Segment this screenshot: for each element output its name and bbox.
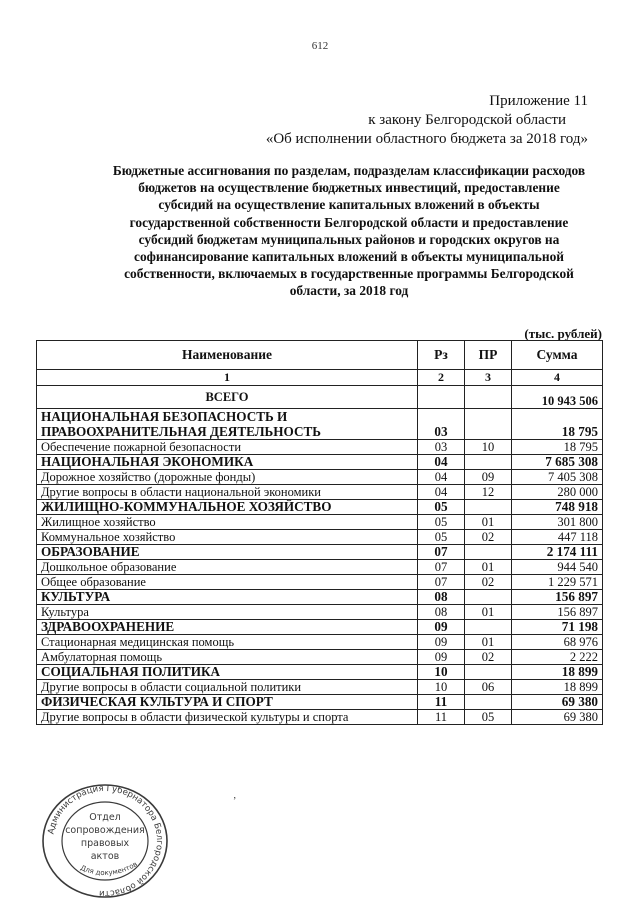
- cell-pr: 10: [465, 440, 512, 455]
- header-rz: Рз: [418, 341, 465, 370]
- cell-rz: 07: [418, 545, 465, 560]
- cell-name: Коммунальное хозяйство: [37, 530, 418, 545]
- cell-pr: [465, 545, 512, 560]
- cell-rz: 10: [418, 680, 465, 695]
- cell-name: Дошкольное образование: [37, 560, 418, 575]
- cell-name: Другие вопросы в области социальной политики: [37, 680, 418, 695]
- total-row: [37, 386, 603, 409]
- cell-name: Обеспечение пожарной безопасности: [37, 440, 418, 455]
- cell-name: КУЛЬТУРА: [37, 590, 418, 605]
- table-row: [37, 560, 603, 575]
- table-row: [37, 485, 603, 500]
- cell-rz: 10: [418, 665, 465, 680]
- page-number: 612: [311, 40, 329, 52]
- table-row: [37, 515, 603, 530]
- cell-name: Дорожное хозяйство (дорожные фонды): [37, 470, 418, 485]
- cell-rz: 05: [418, 515, 465, 530]
- cell-pr: 12: [465, 485, 512, 500]
- cell-name: СОЦИАЛЬНАЯ ПОЛИТИКА: [37, 665, 418, 680]
- table-row: [37, 680, 603, 695]
- cell-sum: 2 222: [512, 650, 603, 665]
- stamp-center-line: актов: [90, 851, 120, 862]
- cell-pr: 02: [465, 650, 512, 665]
- appendix-block: [266, 92, 588, 149]
- cell-pr: 02: [465, 530, 512, 545]
- cell-rz: 03: [418, 409, 465, 440]
- cell-sum: 69 380: [512, 710, 603, 725]
- column-number: 4: [512, 370, 603, 386]
- cell-pr: 01: [465, 560, 512, 575]
- table-row: [37, 605, 603, 620]
- cell-sum: 69 380: [512, 695, 603, 710]
- header-sum: Сумма: [512, 341, 603, 370]
- cell-name: Культура: [37, 605, 418, 620]
- budget-table: [36, 340, 603, 725]
- cell-name: НАЦИОНАЛЬНАЯ ЭКОНОМИКА: [37, 455, 418, 470]
- header-name: Наименование: [37, 341, 418, 370]
- title-line: собственности, включаемых в государственные программы Белгородской: [124, 266, 574, 282]
- column-number: 1: [37, 370, 418, 386]
- cell-rz: 09: [418, 650, 465, 665]
- cell-pr: [465, 620, 512, 635]
- appendix-line-3: «Об исполнении областного бюджета за 2018 год»: [265, 131, 588, 147]
- stamp-center-line: правовых: [80, 838, 130, 849]
- column-number: 2: [418, 370, 465, 386]
- title-line: бюджетов на осуществление бюджетных инвестиций, предоставление: [138, 180, 560, 196]
- document-title: [95, 162, 603, 300]
- cell-name: ЗДРАВООХРАНЕНИЕ: [37, 620, 418, 635]
- cell-sum: 7 405 308: [512, 470, 603, 485]
- cell-sum: 447 118: [512, 530, 603, 545]
- section-row: [37, 545, 603, 560]
- stamp-ring-text: Администрация Губернатора Белгородской области: [46, 783, 165, 899]
- cell-sum: 944 540: [512, 560, 603, 575]
- cell-rz: 03: [418, 440, 465, 455]
- cell-sum: 7 685 308: [512, 455, 603, 470]
- cell-sum: 18 795: [512, 440, 603, 455]
- title-line: софинансирование капитальных вложений в объекты муниципальной: [134, 249, 564, 265]
- cell-pr: [465, 500, 512, 515]
- cell-pr: [465, 409, 512, 440]
- table-row: [37, 470, 603, 485]
- header-pr: ПР: [465, 341, 512, 370]
- cell-name: НАЦИОНАЛЬНАЯ БЕЗОПАСНОСТЬ И ПРАВООХРАНИТЕЛЬНАЯ ДЕЯТЕЛЬНОСТЬ: [37, 409, 418, 440]
- cell-rz: 09: [418, 635, 465, 650]
- table-row: [37, 530, 603, 545]
- cell-sum: 18 795: [512, 409, 603, 440]
- budget-table-body: [37, 386, 603, 725]
- column-number-row: [37, 370, 603, 386]
- cell-pr: 02: [465, 575, 512, 590]
- cell-rz: 11: [418, 695, 465, 710]
- cell-name: Стационарная медицинская помощь: [37, 635, 418, 650]
- stamp-bottom-text: Для документов: [79, 860, 139, 878]
- units-label: (тыс. рублей): [524, 326, 602, 341]
- cell-sum: 1 229 571: [512, 575, 603, 590]
- cell-rz: [418, 386, 465, 409]
- cell-sum: 68 976: [512, 635, 603, 650]
- cell-rz: 07: [418, 575, 465, 590]
- cell-name: ФИЗИЧЕСКАЯ КУЛЬТУРА И СПОРТ: [37, 695, 418, 710]
- table-row: [37, 710, 603, 725]
- cell-sum: 280 000: [512, 485, 603, 500]
- title-line: субсидий на осуществление капитальных вложений в объекты: [158, 197, 540, 213]
- appendix-line-2: к закону Белгородской области: [368, 112, 566, 128]
- section-row: [37, 590, 603, 605]
- cell-sum: 301 800: [512, 515, 603, 530]
- title-line: области, за 2018 год: [289, 283, 409, 299]
- cell-name: ВСЕГО: [37, 386, 418, 409]
- cell-pr: [465, 590, 512, 605]
- section-row: [37, 665, 603, 680]
- cell-pr: 05: [465, 710, 512, 725]
- cell-pr: 01: [465, 515, 512, 530]
- cell-pr: 09: [465, 470, 512, 485]
- cell-rz: 11: [418, 710, 465, 725]
- cell-pr: 01: [465, 605, 512, 620]
- cell-rz: 05: [418, 530, 465, 545]
- cell-name: Другие вопросы в области физической культуры и спорта: [37, 710, 418, 725]
- table-row: [37, 650, 603, 665]
- table-row: [37, 440, 603, 455]
- stamp-seal: [40, 782, 170, 900]
- cell-rz: 04: [418, 455, 465, 470]
- section-row: [37, 409, 603, 440]
- cell-rz: 08: [418, 590, 465, 605]
- cell-name: Жилищное хозяйство: [37, 515, 418, 530]
- cell-rz: 04: [418, 470, 465, 485]
- cell-rz: 05: [418, 500, 465, 515]
- column-number: 3: [465, 370, 512, 386]
- title-line: государственной собственности Белгородской области и предоставление: [129, 214, 569, 230]
- cell-sum: 18 899: [512, 680, 603, 695]
- cell-pr: [465, 665, 512, 680]
- cell-name: Другие вопросы в области национальной экономики: [37, 485, 418, 500]
- cell-sum: 18 899: [512, 665, 603, 680]
- cell-sum: 71 198: [512, 620, 603, 635]
- stamp-center-line: сопровождения: [65, 825, 145, 836]
- cell-rz: 04: [418, 485, 465, 500]
- cell-pr: [465, 695, 512, 710]
- stamp-center-line: Отдел: [89, 812, 121, 823]
- section-row: [37, 695, 603, 710]
- cell-name: Амбулаторная помощь: [37, 650, 418, 665]
- cell-name: Общее образование: [37, 575, 418, 590]
- cell-sum: 156 897: [512, 590, 603, 605]
- section-row: [37, 455, 603, 470]
- table-row: [37, 635, 603, 650]
- table-header-row: [37, 341, 603, 370]
- cell-name: ОБРАЗОВАНИЕ: [37, 545, 418, 560]
- cell-rz: 07: [418, 560, 465, 575]
- section-row: [37, 620, 603, 635]
- cell-sum: 10 943 506: [512, 386, 603, 409]
- cell-rz: 09: [418, 620, 465, 635]
- table-row: [37, 575, 603, 590]
- appendix-line-1: Приложение 11: [489, 93, 588, 109]
- cell-pr: 06: [465, 680, 512, 695]
- official-stamp: [40, 782, 170, 900]
- section-row: [37, 500, 603, 515]
- cell-pr: [465, 455, 512, 470]
- cell-pr: 01: [465, 635, 512, 650]
- cell-sum: 748 918: [512, 500, 603, 515]
- cell-sum: 156 897: [512, 605, 603, 620]
- cell-sum: 2 174 111: [512, 545, 603, 560]
- title-line: субсидий бюджетам муниципальных районов и городских округов на: [138, 231, 560, 247]
- scan-mark: ʼ: [233, 796, 237, 807]
- title-line: Бюджетные ассигнования по разделам, подразделам классификации расходов: [112, 163, 586, 178]
- cell-rz: 08: [418, 605, 465, 620]
- cell-name: ЖИЛИЩНО-КОММУНАЛЬНОЕ ХОЗЯЙСТВО: [37, 500, 418, 515]
- cell-pr: [465, 386, 512, 409]
